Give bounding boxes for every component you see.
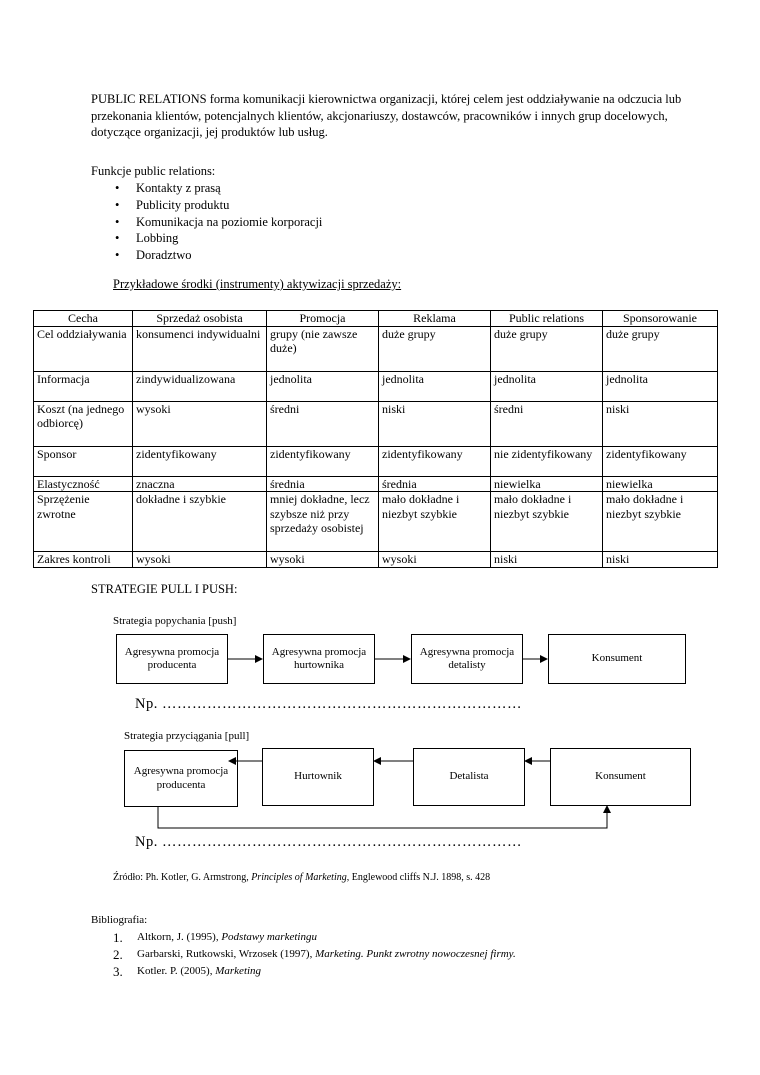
table-cell: Elastyczność xyxy=(34,476,133,492)
column-header: Sprzedaż osobista xyxy=(133,311,267,327)
list-item: • Komunikacja na poziomie korporacji xyxy=(115,214,323,229)
bullet-icon: • xyxy=(115,214,120,229)
pull-example-line: Np. ……………………………………………………………… xyxy=(135,834,522,850)
table-cell: Cel oddziaływania xyxy=(34,326,133,371)
intro-paragraph: PUBLIC RELATIONS forma komunikacji kierownictwa organizacji, której celem jest oddziaływanie na odczucia lub przekonania klientów, potencjalnych klientów, akcjonariuszy, dostawców, pracowników i innych grup docelowych, dotyczące organizacji, jej produktów lub usług. xyxy=(91,92,682,139)
table-cell: duże grupy xyxy=(379,326,491,371)
table-cell: niski xyxy=(491,552,603,568)
pull-feedback-arrow xyxy=(158,806,607,828)
list-item: • Publicity produktu xyxy=(115,197,230,212)
bullet-icon: • xyxy=(115,197,120,212)
push-box-wholesaler: Agresywna promocja hurtownika xyxy=(263,634,375,684)
table-cell: jednolita xyxy=(379,371,491,401)
table-cell: niski xyxy=(603,552,718,568)
table-cell: niewielka xyxy=(491,476,603,492)
pull-box-producer: Agresywna promocja producenta xyxy=(124,750,238,807)
column-header: Sponsorowanie xyxy=(603,311,718,327)
table-cell: Koszt (na jednego odbiorcę) xyxy=(34,401,133,446)
table-cell: Informacja xyxy=(34,371,133,401)
table-cell: jednolita xyxy=(491,371,603,401)
column-header: Promocja xyxy=(267,311,379,327)
pull-box-consumer: Konsument xyxy=(550,748,691,806)
column-header: Cecha xyxy=(34,311,133,327)
table-cell: zidentyfikowany xyxy=(133,446,267,476)
table-cell: zindywidualizowana xyxy=(133,371,267,401)
table-cell: mało dokładne i niezbyt szybkie xyxy=(603,492,718,552)
table-cell: dokładne i szybkie xyxy=(133,492,267,552)
table-cell: średni xyxy=(267,401,379,446)
table-cell: mniej dokładne, lecz szybsze niż przy sprzedaży osobistej xyxy=(267,492,379,552)
table-cell: zidentyfikowany xyxy=(267,446,379,476)
table-cell: zidentyfikowany xyxy=(603,446,718,476)
list-item: 2. Garbarski, Rutkowski, Wrzosek (1997), Marketing. Punkt zwrotny nowoczesnej firmy. xyxy=(113,947,516,962)
bibliography-title: Bibliografia: xyxy=(91,914,148,926)
table-cell: Sprzężenie zwrotne xyxy=(34,492,133,552)
table-cell: duże grupy xyxy=(603,326,718,371)
push-box-producer: Agresywna promocja producenta xyxy=(116,634,228,684)
source-note: Źródło: Ph. Kotler, G. Armstrong, Principles of Marketing, Englewood cliffs N.J. 1898, s. 428 xyxy=(113,872,491,883)
table-cell: Sponsor xyxy=(34,446,133,476)
strategies-title: STRATEGIE PULL I PUSH: xyxy=(91,582,238,596)
pull-strategy-label: Strategia przyciągania [pull] xyxy=(124,730,250,742)
functions-title: Funkcje public relations: xyxy=(91,164,216,178)
column-header: Reklama xyxy=(379,311,491,327)
table-cell: grupy (nie zawsze duże) xyxy=(267,326,379,371)
table-cell: wysoki xyxy=(133,552,267,568)
list-item: 1. Altkorn, J. (1995), Podstawy marketingu xyxy=(113,930,317,945)
bullet-icon: • xyxy=(115,181,120,195)
list-item: 3. Kotler. P. (2005), Marketing xyxy=(113,964,262,979)
table-cell: średni xyxy=(491,401,603,446)
table-cell: wysoki xyxy=(267,552,379,568)
table-cell: znaczna xyxy=(133,476,267,492)
table-cell: zidentyfikowany xyxy=(379,446,491,476)
column-header: Public relations xyxy=(491,311,603,327)
table-cell: Zakres kontroli xyxy=(34,552,133,568)
list-item: • Kontakty z prasą xyxy=(115,181,221,195)
table-cell: wysoki xyxy=(133,401,267,446)
table-cell: mało dokładne i niezbyt szybkie xyxy=(491,492,603,552)
table-cell: nie zidentyfikowany xyxy=(491,446,603,476)
pull-box-retailer: Detalista xyxy=(413,748,525,806)
bullet-icon: • xyxy=(115,248,120,263)
table-cell: konsumenci indywidualni xyxy=(133,326,267,371)
list-item: • Doradztwo xyxy=(115,248,192,263)
bullet-icon: • xyxy=(115,231,120,246)
table-cell: jednolita xyxy=(603,371,718,401)
list-item: • Lobbing xyxy=(115,231,179,246)
table-cell: średnia xyxy=(379,476,491,492)
table-cell: wysoki xyxy=(379,552,491,568)
pull-box-wholesaler: Hurtownik xyxy=(262,748,374,806)
push-box-consumer: Konsument xyxy=(548,634,686,684)
table-cell: niski xyxy=(603,401,718,446)
bibliography-list xyxy=(113,929,516,980)
table-cell: duże grupy xyxy=(491,326,603,371)
push-example-line: Np. ……………………………………………………………… xyxy=(135,696,522,712)
push-strategy-label: Strategia popychania [push] xyxy=(113,615,237,627)
table-cell: mało dokładne i niezbyt szybkie xyxy=(379,492,491,552)
table-cell: niski xyxy=(379,401,491,446)
table-cell: średnia xyxy=(267,476,379,492)
push-box-retailer: Agresywna promocja detalisty xyxy=(411,634,523,684)
table-title: Przykładowe środki (instrumenty) aktywizacji sprzedaży: xyxy=(113,277,402,291)
table-cell: jednolita xyxy=(267,371,379,401)
table-cell: niewielka xyxy=(603,476,718,492)
